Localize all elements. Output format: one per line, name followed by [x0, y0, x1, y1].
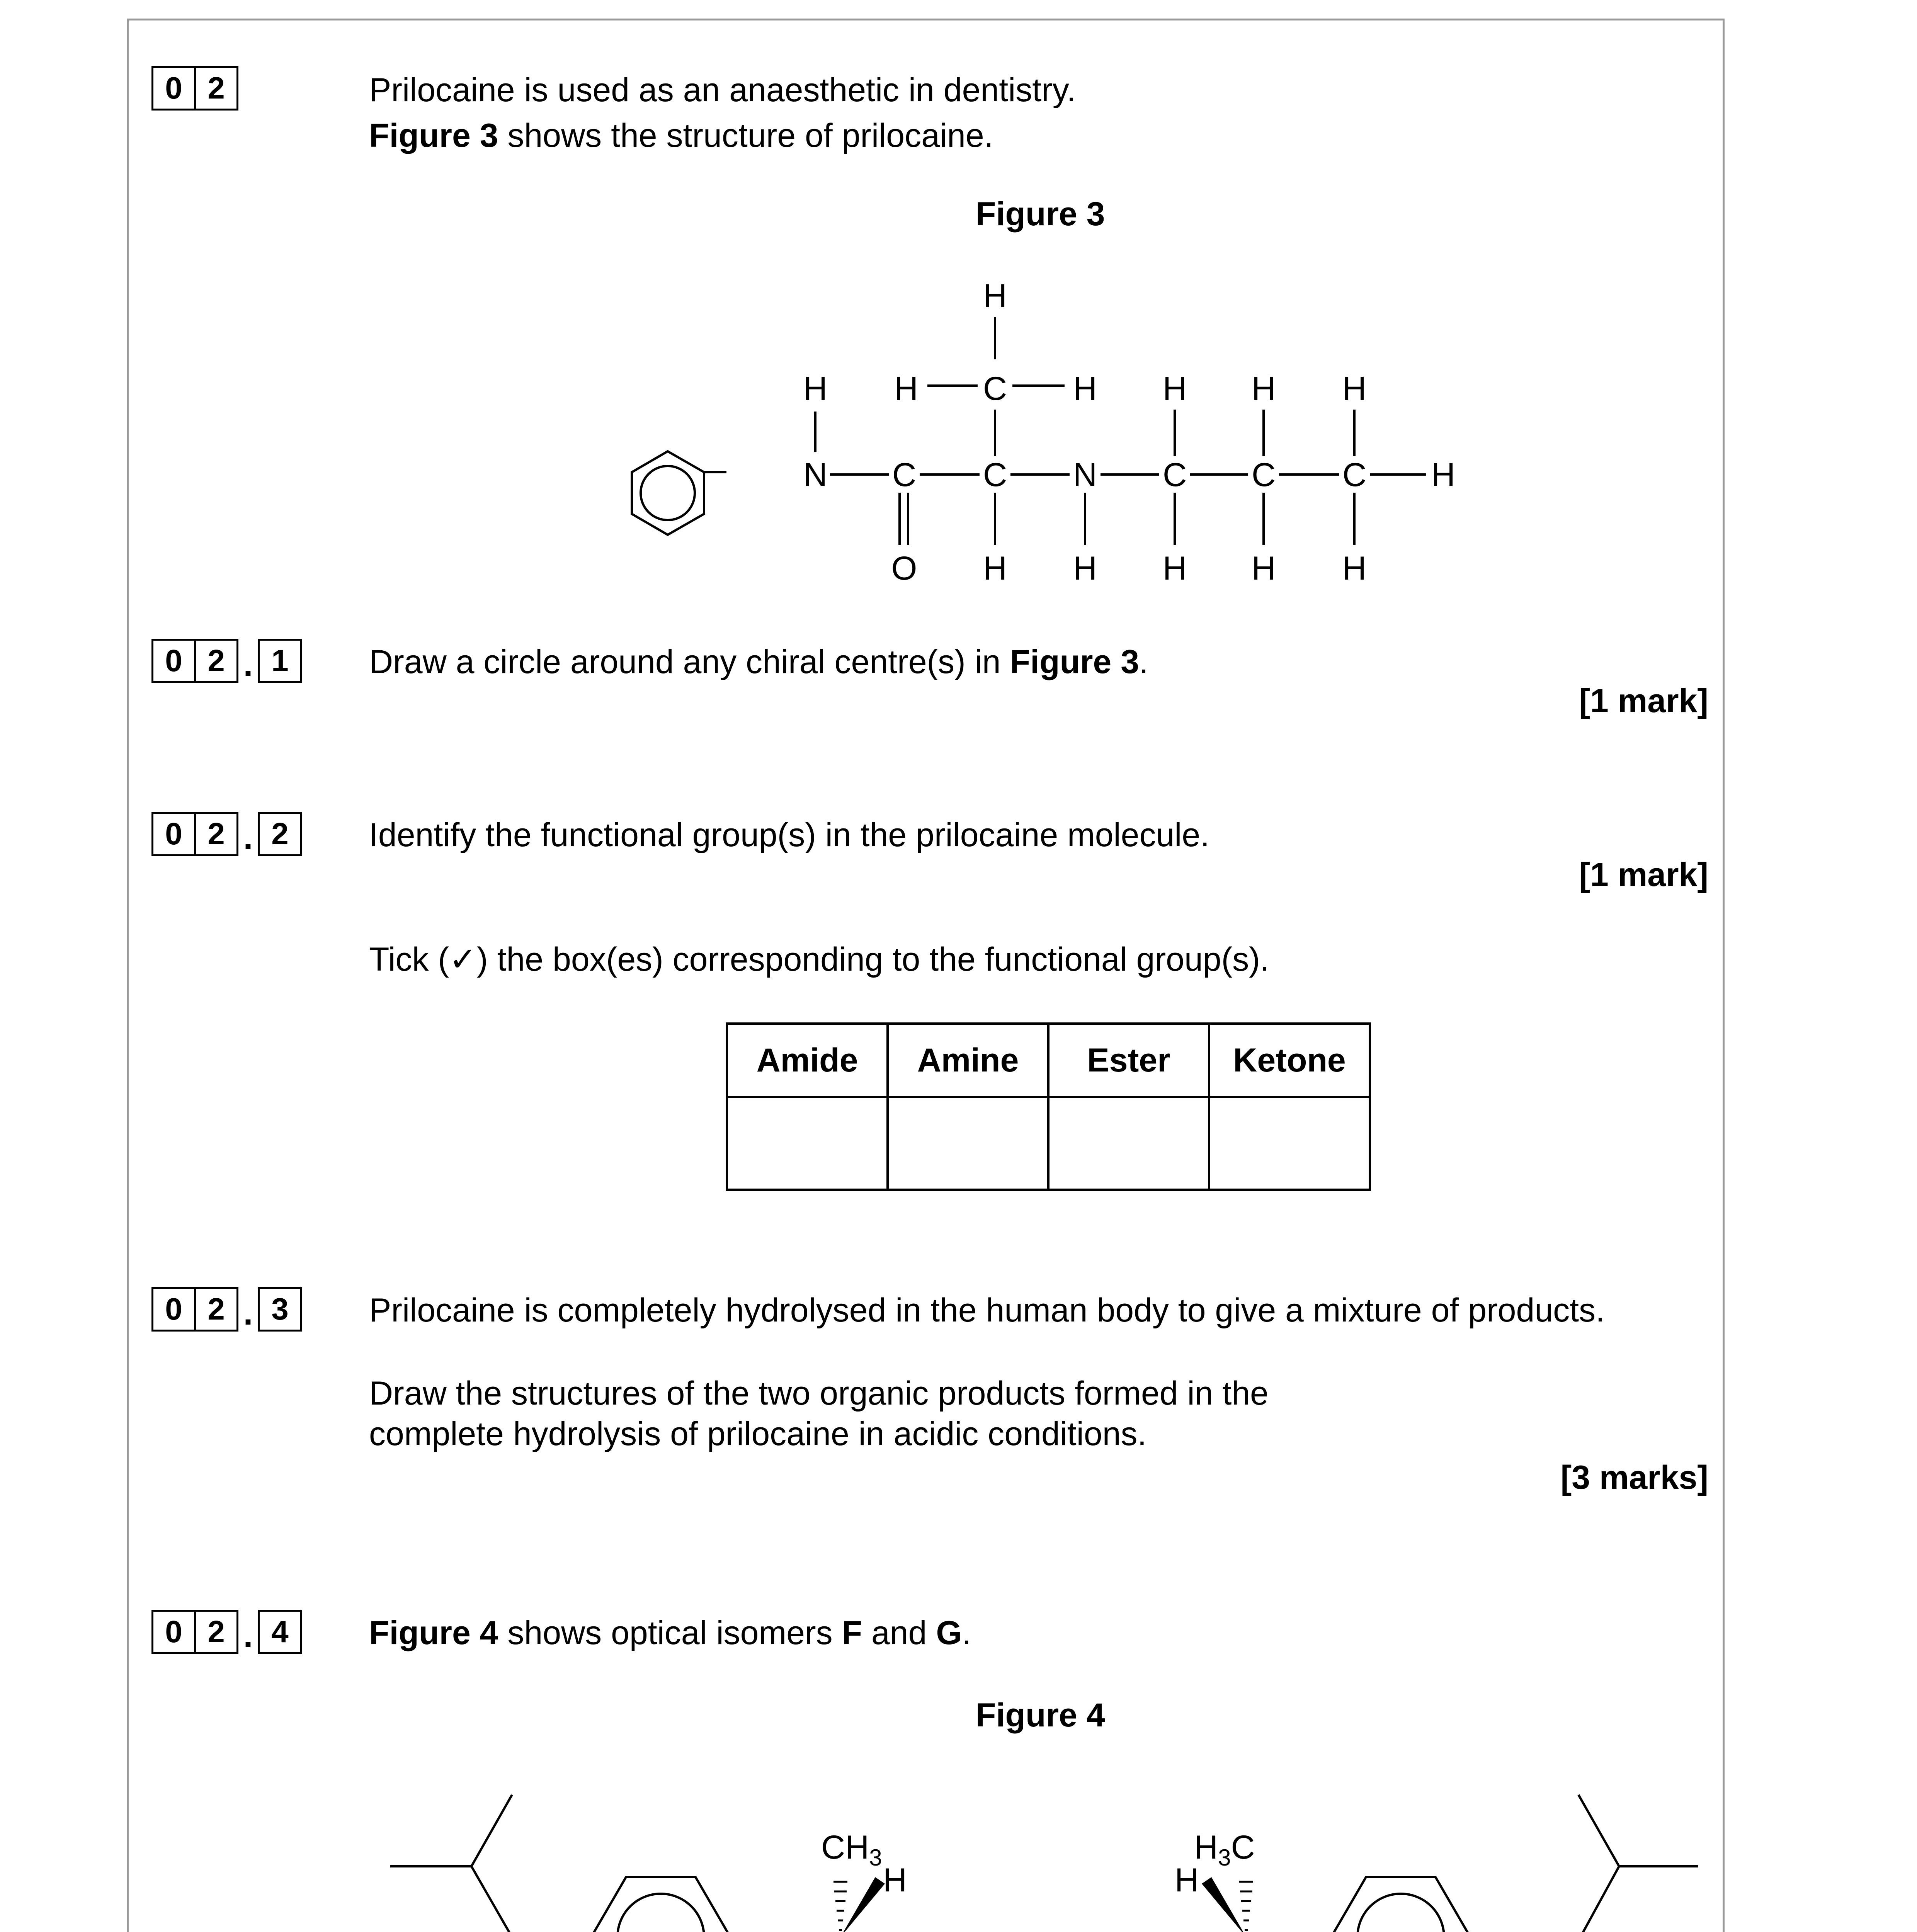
q021-text: Draw a circle around any chiral centre(s) in Figure 3. [369, 643, 1148, 680]
atom-label: H [1342, 550, 1367, 587]
question-number-02-2 [151, 811, 302, 857]
benzene-ring-circle [641, 466, 695, 520]
question-digit: 0 [151, 1287, 196, 1332]
atom-label: H [1162, 370, 1187, 407]
dot: . [243, 1294, 253, 1332]
q022-marks: [1 mark] [1579, 856, 1708, 893]
question-number-02-1 [151, 638, 302, 684]
atom-label: H [1251, 550, 1276, 587]
option-label-ester: Ester [1048, 1024, 1209, 1097]
atom-label: C [1251, 456, 1276, 493]
bond [471, 1795, 512, 1866]
benzene-ring-circle-f [617, 1894, 704, 1932]
atom-label: H [1073, 550, 1097, 587]
benzene-ring [632, 451, 704, 535]
question-digit: 2 [194, 1287, 238, 1332]
benzene-ring-f [591, 1877, 730, 1932]
dot: . [243, 1616, 253, 1655]
atom-label: C [1342, 456, 1367, 493]
tick-box-amine[interactable] [888, 1097, 1048, 1190]
question-digit: 4 [258, 1610, 302, 1654]
bond [1580, 1866, 1619, 1932]
q023-text-2a: Draw the structures of the two organic products formed in the [369, 1375, 1269, 1412]
atom-label: H [803, 370, 828, 407]
question-number-02-4 [151, 1609, 302, 1655]
functional-group-table [726, 1022, 1371, 1191]
question-digit: 2 [194, 66, 238, 111]
q023-text-1: Prilocaine is completely hydrolysed in the human body to give a mixture of products. [369, 1292, 1605, 1329]
option-label-ketone: Ketone [1209, 1024, 1370, 1097]
atom-label: H [1251, 370, 1276, 407]
tick-box-ketone[interactable] [1209, 1097, 1370, 1190]
question-digit: 2 [194, 1610, 238, 1654]
h-label-f: H [883, 1862, 907, 1899]
atom-label: H [983, 550, 1007, 587]
figure-3-title: Figure 3 [976, 196, 1105, 233]
atom-label: O [891, 550, 917, 587]
atom-label: C [892, 456, 917, 493]
tick-box-amide[interactable] [727, 1097, 888, 1190]
question-digit: 0 [151, 1610, 196, 1654]
atom-label: H [1073, 370, 1097, 407]
q023-marks: [3 marks] [1560, 1459, 1708, 1496]
q022-text: Identify the functional group(s) in the prilocaine molecule. [369, 816, 1210, 854]
atom-label: H [1342, 370, 1367, 407]
benzene-ring-circle-g [1357, 1894, 1444, 1932]
question-digit: 2 [258, 812, 302, 856]
q023-text-2b: complete hydrolysis of prilocaine in acidic conditions. [369, 1415, 1147, 1452]
question-number-02-3 [151, 1286, 302, 1332]
h3c-label-g: $H_3C$ [1194, 1829, 1255, 1871]
figure-3-prilocaine-structure [0, 0, 1917, 657]
dot: . [243, 645, 253, 684]
atom-label: H [894, 370, 919, 407]
question-digit: 3 [258, 1287, 302, 1332]
bond [1579, 1795, 1619, 1866]
option-label-amine: Amine [888, 1024, 1048, 1097]
wedge-bond-g [1202, 1877, 1246, 1932]
atom-label: N [1073, 456, 1097, 493]
benzene-ring-g [1331, 1877, 1470, 1932]
intro-line-1: Prilocaine is used as an anaesthetic in dentistry. [369, 71, 1076, 109]
atom-label: H [983, 277, 1007, 315]
question-digit: 0 [151, 812, 196, 856]
tick-box-ester[interactable] [1048, 1097, 1209, 1190]
dot: . [243, 818, 253, 857]
figure-4-title: Figure 4 [976, 1697, 1105, 1734]
question-digit: 2 [194, 639, 238, 683]
atom-label: C [983, 370, 1007, 407]
question-digit: 0 [151, 639, 196, 683]
atom-label: H [1431, 456, 1456, 493]
q021-marks: [1 mark] [1579, 682, 1708, 719]
atom-label: N [803, 456, 828, 493]
wedge-bond-f [840, 1877, 885, 1932]
atom-label: H [1162, 550, 1187, 587]
atom-label: C [1162, 456, 1187, 493]
option-label-amide: Amide [727, 1024, 888, 1097]
bond [471, 1866, 512, 1932]
q022-instruction: Tick (✓) the box(es) corresponding to the functional group(s). [369, 941, 1269, 978]
h-label-g: H [1175, 1862, 1199, 1899]
ch3-label-f: $CH_3$ [821, 1829, 882, 1871]
atom-label: C [983, 456, 1007, 493]
question-digit: 0 [151, 66, 196, 111]
figure-4-isomers [0, 1739, 1917, 1932]
intro-line-2: Figure 3 shows the structure of prilocaine. [369, 117, 993, 154]
question-digit: 2 [194, 812, 238, 856]
q024-intro: Figure 4 shows optical isomers F and G. [369, 1614, 971, 1651]
question-digit: 1 [258, 639, 302, 683]
